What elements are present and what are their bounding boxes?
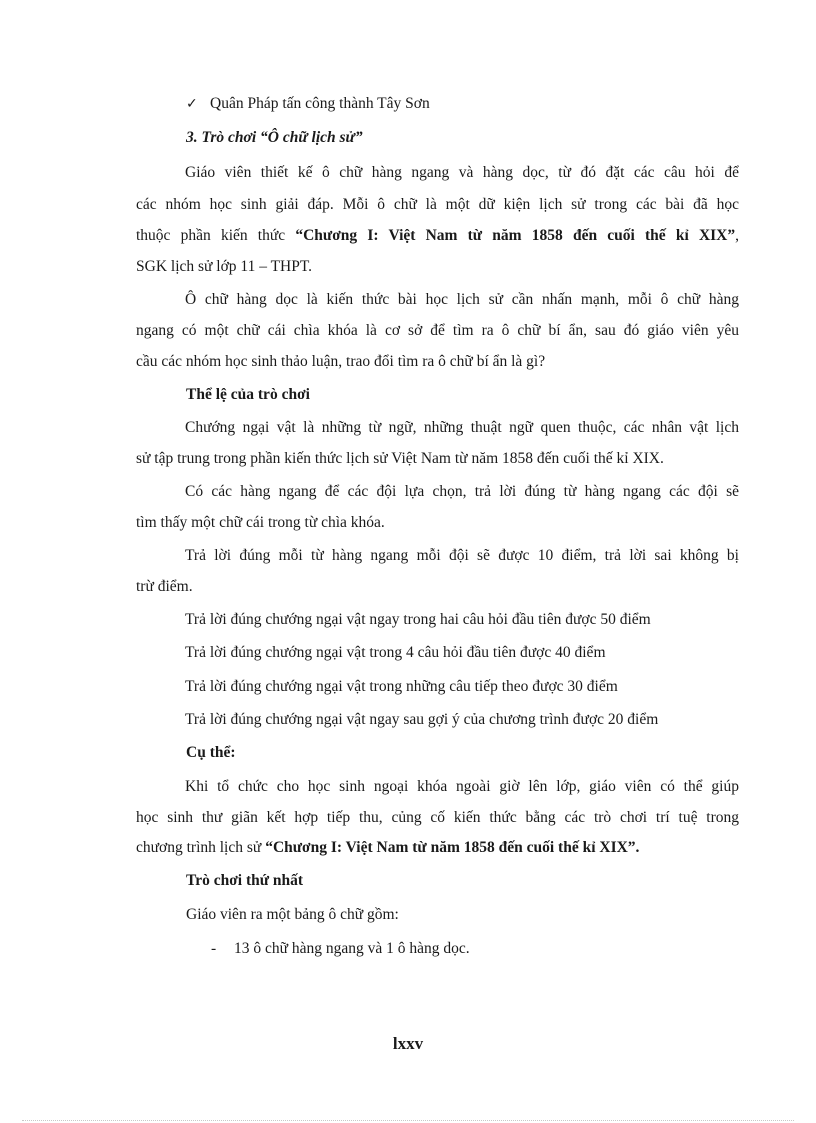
rules-heading: Thể lệ của trò chơi bbox=[186, 386, 310, 403]
score-line: Trả lời đúng chướng ngại vật trong những câu tiếp theo được 30 điểm bbox=[185, 678, 618, 695]
paragraph-1-punct: , bbox=[735, 227, 740, 244]
paragraph-3-line-1: Chướng ngại vật là những từ ngữ, những thuật ngữ quen thuộc, các nhân vật lịch bbox=[185, 419, 739, 436]
paragraph-1-text: thuộc phần kiến thức bbox=[136, 227, 296, 244]
check-list-item: Quân Pháp tấn công thành Tây Sơn bbox=[210, 95, 430, 112]
paragraph-2-line-3: cầu các nhóm học sinh thảo luận, trao đổi tìm ra ô chữ bí ẩn là gì? bbox=[136, 353, 546, 370]
paragraph-2-line-2: ngang có một chữ cái chìa khóa là cơ sở để tìm ra ô chữ bí ẩn, sau đó giáo viên yêu bbox=[136, 322, 739, 339]
paragraph-6-line-1: Khi tổ chức cho học sinh ngoại khóa ngoài giờ lên lớp, giáo viên có thể giúp bbox=[185, 778, 739, 795]
paragraph-5-line-1: Trả lời đúng mỗi từ hàng ngang mỗi đội sẽ được 10 điểm, trả lời sai không bị bbox=[185, 547, 739, 564]
chapter-title: “Chương I: Việt Nam từ năm 1858 đến cuối thế kỉ XIX” bbox=[295, 227, 736, 244]
section-heading: 3. Trò chơi “Ô chữ lịch sử” bbox=[186, 129, 363, 146]
page-bottom-divider bbox=[22, 1120, 794, 1121]
score-line: Trả lời đúng chướng ngại vật ngay sau gợi ý của chương trình được 20 điểm bbox=[185, 711, 659, 728]
chapter-title: “Chương I: Việt Nam từ năm 1858 đến cuối thế kỉ XIX”. bbox=[265, 839, 640, 856]
paragraph-6-line-2: học sinh thư giãn kết hợp tiếp thu, củng cố kiến thức bằng các trò chơi trí tuệ trong bbox=[136, 809, 739, 826]
paragraph-2-line-1: Ô chữ hàng dọc là kiến thức bài học lịch sử cần nhấn mạnh, mỗi ô chữ hàng bbox=[185, 291, 739, 308]
paragraph-1-line-1: Giáo viên thiết kế ô chữ hàng ngang và hàng dọc, từ đó đặt các câu hỏi để bbox=[185, 164, 739, 181]
check-mark-icon: ✓ bbox=[186, 96, 198, 112]
paragraph-1-line-4: SGK lịch sử lớp 11 – THPT. bbox=[136, 258, 313, 275]
list-bullet: - bbox=[211, 940, 217, 957]
score-line: Trả lời đúng chướng ngại vật ngay trong hai câu hỏi đầu tiên được 50 điểm bbox=[185, 611, 651, 628]
game-1-intro: Giáo viên ra một bảng ô chữ gồm: bbox=[186, 906, 399, 923]
detail-heading: Cụ thể: bbox=[186, 744, 236, 761]
page-number: lxxv bbox=[392, 1034, 424, 1053]
list-item: 13 ô chữ hàng ngang và 1 ô hàng dọc. bbox=[234, 940, 470, 957]
paragraph-6-line-3 bbox=[136, 838, 639, 858]
paragraph-1-line-2: các nhóm học sinh giải đáp. Mỗi ô chữ là một dữ kiện lịch sử trong các bài đã học bbox=[136, 196, 739, 213]
paragraph-4-line-2: tìm thấy một chữ cái trong từ chìa khóa. bbox=[136, 514, 385, 531]
paragraph-6-text: chương trình lịch sử bbox=[136, 839, 266, 856]
paragraph-5-line-2: trừ điểm. bbox=[136, 578, 193, 595]
paragraph-4-line-1: Có các hàng ngang để các đội lựa chọn, trả lời đúng từ hàng ngang các đội sẽ bbox=[185, 483, 739, 500]
paragraph-3-line-2: sử tập trung trong phần kiến thức lịch sử Việt Nam từ năm 1858 đến cuối thế kỉ XIX. bbox=[136, 450, 664, 467]
score-line: Trả lời đúng chướng ngại vật trong 4 câu hỏi đầu tiên được 40 điểm bbox=[185, 644, 606, 661]
paragraph-1-line-3 bbox=[136, 226, 739, 246]
game-1-heading: Trò chơi thứ nhất bbox=[186, 872, 304, 889]
